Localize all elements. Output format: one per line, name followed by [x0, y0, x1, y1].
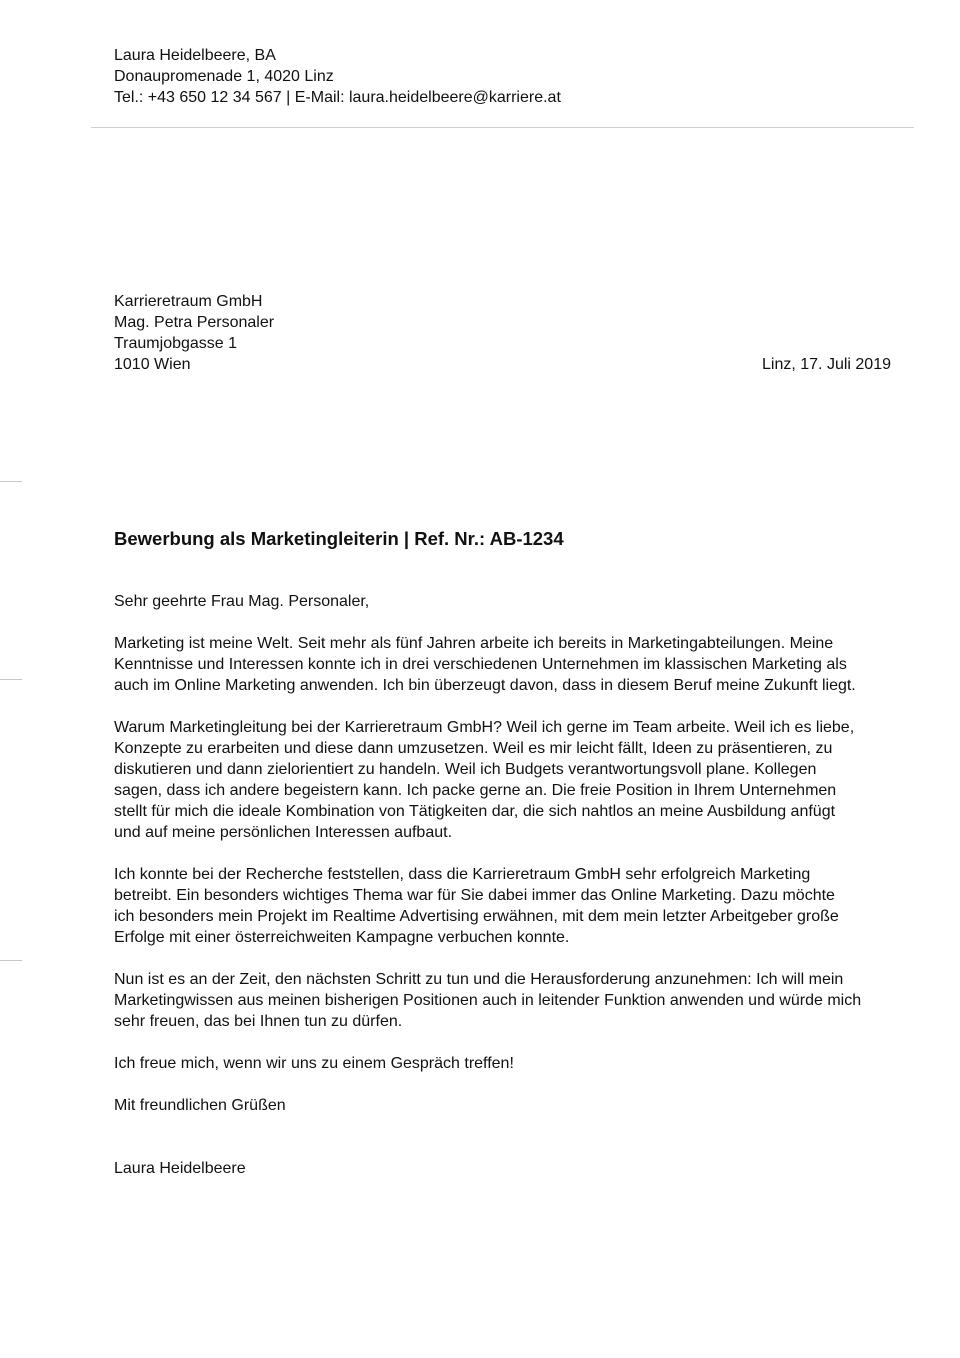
paragraph-line: diskutieren und dann zielorientiert zu handeln. Weil ich Budgets verantwortungsvoll plane. Kollegen [114, 761, 817, 778]
signature-name: Laura Heidelbeere [114, 1160, 246, 1177]
paragraph-line: Warum Marketingleitung bei der Karrieretraum GmbH? Weil ich gerne im Team arbeite. Weil ich es liebe, [114, 719, 855, 736]
header-divider [91, 127, 914, 128]
recipient-street: Traumjobgasse 1 [114, 335, 238, 352]
sender-contact: Tel.: +43 650 12 34 567 | E-Mail: laura.heidelbeere@karriere.at [114, 89, 561, 106]
body-paragraph [114, 864, 894, 948]
paragraph-line: Ich freue mich, wenn wir uns zu einem Gespräch treffen! [114, 1055, 514, 1072]
recipient-block [114, 291, 274, 375]
paragraph-line: auch im Online Marketing anwenden. Ich bin überzeugt davon, dass in diesem Beruf meine Zukunft liegt. [114, 677, 856, 694]
paragraph-line: ich besonders mein Projekt im Realtime Advertising erwähnen, mit dem mein letzter Arbeitgeber große [114, 908, 839, 925]
paragraph-line: sehr freuen, das bei Ihnen tun zu dürfen. [114, 1013, 403, 1030]
paragraph-line: Kenntnisse und Interessen konnte ich in drei verschiedenen Unternehmen im klassischen Marketing als [114, 656, 847, 673]
paragraph-line: sagen, dass ich andere begeistern kann. Ich packe gerne an. Die freie Position in Ihrem Unternehmen [114, 782, 837, 799]
paragraph-line: Nun ist es an der Zeit, den nächsten Schritt zu tun und die Herausforderung anzunehmen: Ich will mein [114, 971, 844, 988]
paragraph-line: und auf meine persönlichen Interessen aufbaut. [114, 824, 453, 841]
recipient-person: Mag. Petra Personaler [114, 314, 275, 331]
paragraph-line: Marketing ist meine Welt. Seit mehr als fünf Jahren arbeite ich bereits in Marketingabteilungen. Meine [114, 635, 834, 652]
sender-block [114, 45, 561, 108]
paragraph-line: Konzepte zu erarbeiten und diese dann umzusetzen. Weil es mir leicht fällt, Ideen zu präsentieren, zu [114, 740, 833, 757]
signature-space [114, 1116, 894, 1158]
recipient-company: Karrieretraum GmbH [114, 293, 263, 310]
hole-punch-mark [0, 679, 22, 680]
paragraph-line: Ich konnte bei der Recherche feststellen, dass die Karrieretraum GmbH sehr erfolgreich Marketing [114, 866, 811, 883]
body-paragraph [114, 1053, 894, 1074]
fold-mark [0, 481, 22, 482]
fold-mark [0, 960, 22, 961]
salutation-paragraph [114, 591, 894, 612]
sender-name: Laura Heidelbeere, BA [114, 47, 276, 64]
body-paragraph [114, 633, 894, 696]
sender-address: Donaupromenade 1, 4020 Linz [114, 68, 334, 85]
recipient-city: 1010 Wien [114, 356, 191, 373]
letter-body [114, 591, 894, 1179]
salutation: Sehr geehrte Frau Mag. Personaler, [114, 593, 370, 610]
body-paragraph [114, 717, 894, 843]
paragraph-line: Erfolge mit einer österreichweiten Kampagne verbuchen konnte. [114, 929, 570, 946]
paragraph-line: betreibt. Ein besonders wichtiges Thema war für Sie dabei immer das Online Marketing. Dazu möchte [114, 887, 835, 904]
body-paragraph [114, 969, 894, 1032]
letter-date: Linz, 17. Juli 2019 [762, 356, 891, 373]
paragraph-line: stellt für mich die ideale Kombination von Tätigkeiten dar, die sich nahtlos an meine Ausbildung anfügt [114, 803, 836, 820]
letter-subject: Bewerbung als Marketingleiterin | Ref. Nr.: AB-1234 [114, 528, 564, 549]
closing-phrase: Mit freundlichen Grüßen [114, 1097, 286, 1114]
paragraph-line: Marketingwissen aus meinen bisherigen Positionen auch in leitender Funktion anwenden und würde mich [114, 992, 862, 1009]
